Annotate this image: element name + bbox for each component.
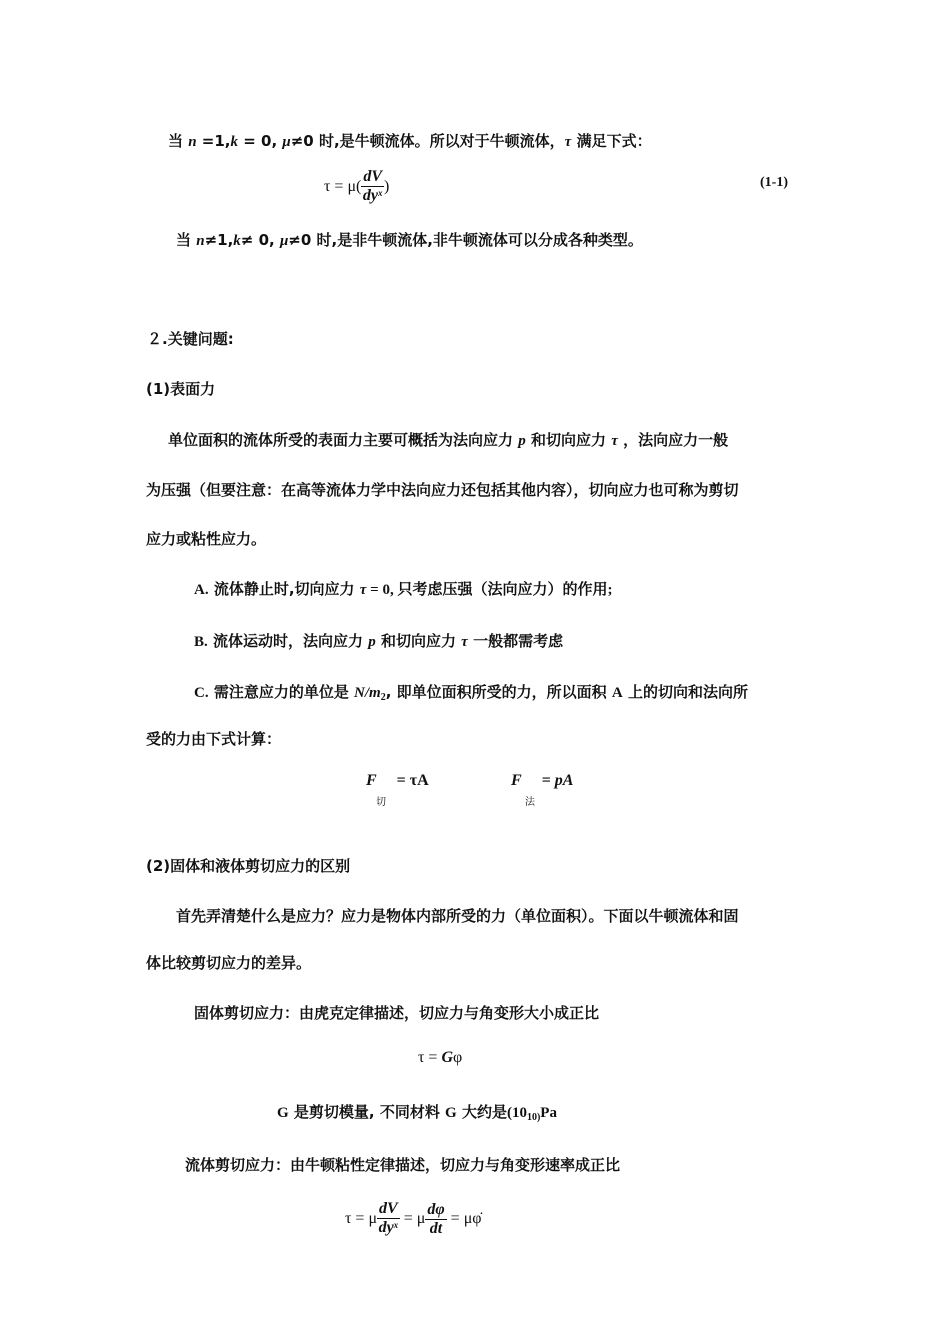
text: 流体静止时,切向应力: [208, 580, 360, 598]
subscript-fa: 法: [525, 797, 535, 808]
equation-solid-shear: [418, 1049, 462, 1067]
symbol-mu: μ: [282, 134, 291, 150]
x-subscript: x: [393, 1220, 399, 1230]
equation-1-1: [324, 168, 389, 206]
surface-force-para-line1: [168, 429, 728, 450]
equation-normal-force: [511, 772, 573, 790]
x-subscript: x: [378, 188, 383, 198]
item-label: A.: [194, 582, 209, 598]
text: = 0, 只考虑压强（法向应力）的作用;: [366, 582, 613, 598]
symbol-phi: φ: [453, 1049, 463, 1066]
item-label: B.: [194, 634, 208, 650]
text: ≠0 时,是牛顿流体。所以对于牛顿流体，: [290, 132, 565, 150]
item-c-line2: 受的力由下式计算：: [146, 730, 282, 748]
symbol-p: p: [368, 634, 376, 650]
eq-rhs: = τA: [392, 772, 429, 789]
text: 当: [176, 231, 197, 249]
eq-rhs: = μφ̇: [446, 1210, 482, 1227]
symbol-n: n: [196, 233, 205, 249]
fraction-dV-dy: [377, 1200, 400, 1238]
symbol-tau: τ: [359, 582, 367, 598]
text: 一般都需考虑: [467, 632, 564, 650]
subheading-shear-difference: (2)固体和液体剪切应力的区别: [146, 857, 351, 875]
text: 是剪切模量, 不同材料: [288, 1103, 446, 1121]
symbol-k: k: [230, 134, 239, 150]
symbol-F: F: [366, 772, 377, 789]
eq-lhs: τ =: [418, 1049, 442, 1066]
text: 当: [168, 132, 189, 150]
text: 和切向应力: [375, 632, 462, 650]
solid-shear-description: 固体剪切应力：由虎克定律描述，切应力与角变形大小成正比: [194, 1004, 600, 1022]
denominator: [361, 187, 384, 206]
text: 流体运动时，法向应力: [207, 632, 369, 650]
item-c: [194, 681, 748, 702]
surface-force-para-line3: 应力或粘性应力。: [146, 530, 267, 548]
unit-pa: Pa: [540, 1105, 557, 1121]
non-newtonian-condition-line: [176, 229, 643, 250]
text: ≠0 时,是非牛顿流体,非牛顿流体可以分成各种类型。: [288, 231, 643, 249]
eq-mid: = μ: [399, 1210, 426, 1227]
subscript-qie: 切: [376, 797, 386, 808]
den-text: dy: [378, 1219, 394, 1236]
shear-modulus-line: [277, 1101, 557, 1122]
symbol-G: G: [277, 1105, 289, 1121]
surface-force-para-line2: 为压强（但要注意：在高等流体力学中法向应力还包括其他内容），切向应力也可称为剪切: [146, 481, 739, 499]
symbol-n: n: [188, 134, 197, 150]
eq-rhs: = pA: [537, 772, 574, 789]
denominator: [377, 1219, 400, 1238]
symbol-tau: τ: [564, 134, 572, 150]
text: 和切向应力: [525, 431, 612, 449]
denominator: dt: [429, 1219, 443, 1237]
equation-tangential-force: [366, 772, 429, 790]
den-text: dy: [362, 187, 378, 204]
equation-number: (1-1): [760, 175, 788, 190]
symbol-k: k: [233, 233, 241, 249]
eq-lhs: τ = μ: [345, 1210, 378, 1227]
text: ≠1,: [204, 231, 234, 249]
fraction-dV-dy: [361, 168, 384, 206]
symbol-F: F: [511, 772, 522, 789]
shear-para-line2: 体比较剪切应力的差异。: [146, 954, 312, 972]
text: 单位面积的流体所受的表面力主要可概括为法向应力: [168, 431, 519, 449]
symbol-G: G: [445, 1105, 457, 1121]
numerator: dV: [363, 168, 383, 185]
symbol-p: p: [518, 433, 526, 449]
subheading-surface-force: (1)表面力: [146, 380, 216, 398]
text: 大约是: [456, 1103, 507, 1121]
symbol-tau: τ: [611, 433, 618, 449]
text: = 0,: [238, 132, 283, 150]
unit-n-per-m: N/m: [354, 685, 381, 701]
text: 上的切向和法向所: [622, 683, 748, 701]
text: ≠ 0,: [240, 231, 280, 249]
item-a: [194, 578, 612, 599]
value-base: (10: [506, 1105, 527, 1121]
equation-fluid-shear: [345, 1200, 482, 1238]
text: 需注意应力的单位是: [208, 683, 355, 701]
fluid-shear-description: 流体剪切应力：由牛顿粘性定律描述，切应力与角变形速率成正比: [185, 1156, 621, 1174]
fraction-dphi-dt: [425, 1201, 446, 1238]
shear-para-line1: 首先弄清楚什么是应力？应力是物体内部所受的力（单位面积）。下面以牛顿流体和固: [176, 907, 739, 925]
numerator: dV: [379, 1200, 398, 1217]
section-heading-key-problems: ２.关键问题:: [147, 330, 234, 348]
newtonian-condition-line: [168, 130, 652, 151]
numerator: dφ: [427, 1200, 445, 1218]
symbol-tau: τ: [461, 634, 468, 650]
eq-lhs: τ = μ(: [324, 178, 362, 195]
eq-rhs: ): [384, 178, 390, 195]
text: ，法向应力一般: [617, 431, 729, 449]
item-b: [194, 630, 563, 651]
symbol-A: A: [611, 685, 623, 701]
text: 满足下式：: [571, 132, 652, 150]
item-label: C.: [194, 685, 209, 701]
text: =1,: [196, 132, 231, 150]
symbol-mu: μ: [279, 233, 289, 249]
unit-subscript: 2: [380, 692, 386, 703]
text: , 即单位面积所受的力，所以面积: [385, 683, 612, 701]
value-exponent: 10): [526, 1112, 541, 1123]
symbol-G: G: [441, 1049, 454, 1066]
